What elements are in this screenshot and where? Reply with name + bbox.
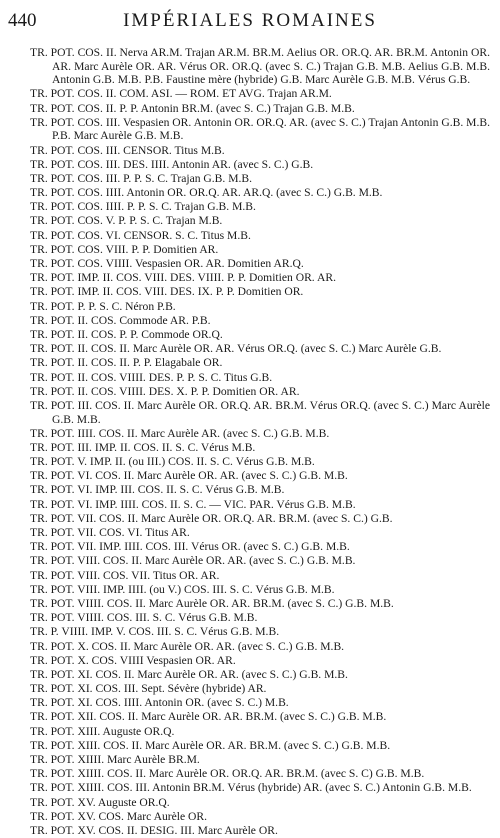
- legend-entry: TR. POT. COS. III. Vespasien OR. Antonin OR. OR.Q. AR. (avec S. C.) Trajan Antonin G.B. M.B. P.B. Marc Aurèle G.B. M.B.: [30, 115, 490, 143]
- legend-entry: TR. POT. X. COS. II. Marc Aurèle OR. AR. (avec S. C.) G.B. M.B.: [30, 639, 345, 653]
- legend-entry: TR. POT. XIII. Auguste OR.Q.: [30, 724, 175, 738]
- legend-entry: TR. POT. COS. IIII. Antonin OR. OR.Q. AR. AR.Q. (avec S. C.) G.B. M.B.: [30, 186, 383, 200]
- legend-entry: TR. POT. II. COS. II. Marc Aurèle OR. AR. Vérus OR.Q. (avec S. C.) Marc Aurèle G.B.: [30, 342, 442, 356]
- legend-entry: TR. POT. COS. V. P. P. S. C. Trajan M.B.: [30, 214, 223, 228]
- legend-entry: TR. POT. VIII. COS. VII. Titus OR. AR.: [30, 568, 220, 582]
- legend-entry: TR. POT. VIIII. COS. III. S. C. Vérus G.B. M.B.: [30, 611, 258, 625]
- page-header: [8, 6, 492, 36]
- legend-entry: TR. POT. COS. III. DES. IIII. Antonin AR. (avec S. C.) G.B.: [30, 157, 314, 171]
- legend-entry: TR. POT. VI. IMP. IIII. COS. II. S. C. — VIC. PAR. Vérus G.B. M.B.: [30, 497, 356, 511]
- legend-entry: TR. POT. COS. II. Nerva AR.M. Trajan AR.M. BR.M. Aelius OR. OR.Q. AR. BR.M. Antonin OR. AR. Marc Aurèle OR. AR. Vérus OR. OR.Q. (avec S. C.) Trajan G.B. M.B. Aelius G.B. M.B. Antonin G.B. M.B. P.B. Faustine mère (hybride) G.B. Marc Aurèle G.B. M.B. Vérus G.B.: [30, 46, 490, 87]
- legend-entry: TR. POT. II. COS. II. P. P. Elagabale OR.: [30, 356, 223, 370]
- legend-entry: TR. POT. XI. COS. II. Marc Aurèle OR. AR. (avec S. C.) G.B. M.B.: [30, 667, 348, 681]
- legend-entry: TR. POT. X. COS. VIIII Vespasien OR. AR.: [30, 653, 236, 667]
- legend-entry: TR. POT. XIIII. COS. II. Marc Aurèle OR. OR.Q. AR. BR.M. (avec S. C) G.B. M.B.: [30, 767, 425, 781]
- legend-entry: TR. POT. XIII. COS. II. Marc Aurèle OR. AR. BR.M. (avec S. C.) G.B. M.B.: [30, 738, 391, 752]
- legend-entry: TR. POT. IMP. II. COS. VIII. DES. VIIII. P. P. Domitien OR. AR.: [30, 271, 336, 285]
- legend-entry: TR. POT. COS. VIIII. Vespasien OR. AR. Domitien AR.Q.: [30, 257, 304, 271]
- legend-entry: TR. POT. XI. COS. III. Sept. Sévère (hybride) AR.: [30, 682, 267, 696]
- legend-entry: TR. POT. VI. IMP. III. COS. II. S. C. Vérus G.B. M.B.: [30, 483, 285, 497]
- legend-entry: TR. POT. II. COS. VIIII. DES. X. P. P. Domitien OR. AR.: [30, 384, 300, 398]
- legend-entry: TR. POT. II. COS. Commode AR. P.B.: [30, 313, 211, 327]
- legend-entry: TR. POT. II. COS. P. P. Commode OR.Q.: [30, 327, 223, 341]
- legend-entry: TR. POT. COS. VIII. P. P. Domitien AR.: [30, 242, 219, 256]
- legend-entry: TR. POT. V. IMP. II. (ou III.) COS. II. S. C. Vérus G.B. M.B.: [30, 455, 315, 469]
- legend-entry: TR. POT. COS. IIII. P. P. S. C. Trajan G.B. M.B.: [30, 200, 256, 214]
- legend-entry: TR. POT. XV. COS. Marc Aurèle OR.: [30, 809, 208, 823]
- page-number: 440: [8, 10, 37, 31]
- legend-entry: TR. POT. VII. IMP. IIII. COS. III. Vérus OR. (avec S. C.) G.B. M.B.: [30, 540, 350, 554]
- legend-entry: TR. POT. VIIII. COS. II. Marc Aurèle OR. AR. BR.M. (avec S. C.) G.B. M.B.: [30, 596, 394, 610]
- legend-entry: TR. POT. COS. II. P. P. Antonin BR.M. (avec S. C.) Trajan G.B. M.B.: [30, 101, 355, 115]
- legend-entry: TR. POT. IMP. II. COS. VIII. DES. IX. P. P. Domitien OR.: [30, 285, 304, 299]
- legend-entry: TR. POT. IIII. COS. II. Marc Aurèle AR. (avec S. C.) G.B. M.B.: [30, 426, 330, 440]
- legend-entry: TR. POT. XI. COS. IIII. Antonin OR. (avec S. C.) M.B.: [30, 696, 289, 710]
- legend-entry: TR. POT. VIII. IMP. IIII. (ou V.) COS. III. S. C. Vérus G.B. M.B.: [30, 582, 335, 596]
- legend-entry: TR. POT. COS. III. CENSOR. Titus M.B.: [30, 143, 225, 157]
- legend-entry: TR. POT. VII. COS. VI. Titus AR.: [30, 526, 190, 539]
- legend-entry: TR. POT. VI. COS. II. Marc Aurèle OR. AR. (avec S. C.) G.B. M.B.: [30, 469, 348, 483]
- legend-entry: TR. POT. XIIII. COS. III. Antonin BR.M. Vérus (hybride) AR. (avec S. C.) Antonin G.B. M.B.: [30, 781, 472, 795]
- legend-entry: TR. P. VIIII. IMP. V. COS. III. S. C. Vérus G.B. M.B.: [30, 625, 280, 639]
- legend-entry: TR. POT. COS. VI. CENSOR. S. C. Titus M.B.: [30, 228, 251, 242]
- legend-entry: TR. POT. III. COS. II. Marc Aurèle OR. OR.Q. AR. BR.M. Vérus OR.Q. (avec S. C.) Marc Aurèle G.B. M.B.: [30, 398, 490, 426]
- legend-entry: TR. POT. XV. COS. II. DESIG. III. Marc Aurèle OR.: [30, 823, 278, 837]
- legend-entry: TR. POT. III. IMP. II. COS. II. S. C. Vérus M.B.: [30, 440, 256, 454]
- running-title: IMPÉRIALES ROMAINES: [123, 10, 377, 31]
- legend-entry: TR. POT. XIIII. Marc Aurèle BR.M.: [30, 753, 200, 766]
- legend-entry: TR. POT. COS. III. P. P. S. C. Trajan G.B. M.B.: [30, 171, 253, 185]
- legend-entry: TR. POT. XII. COS. II. Marc Aurèle OR. AR. BR.M. (avec S. C.) G.B. M.B.: [30, 710, 387, 724]
- legend-entry: TR. POT. P. P. S. C. Néron P.B.: [30, 299, 176, 313]
- legend-entry: TR. POT. VII. COS. II. Marc Aurèle OR. OR.Q. AR. BR.M. (avec S. C.) G.B.: [30, 511, 393, 525]
- legend-entry: TR. POT. COS. II. COM. ASI. — ROM. ET AVG. Trajan AR.M.: [30, 87, 332, 101]
- legend-entry: TR. POT. VIII. COS. II. Marc Aurèle OR. AR. (avec S. C.) G.B. M.B.: [30, 554, 356, 568]
- legend-entry: TR. POT. II. COS. VIIII. DES. P. P. S. C. Titus G.B.: [30, 370, 273, 384]
- legend-entry: TR. POT. XV. Auguste OR.Q.: [30, 795, 170, 809]
- legend-list: [30, 46, 490, 838]
